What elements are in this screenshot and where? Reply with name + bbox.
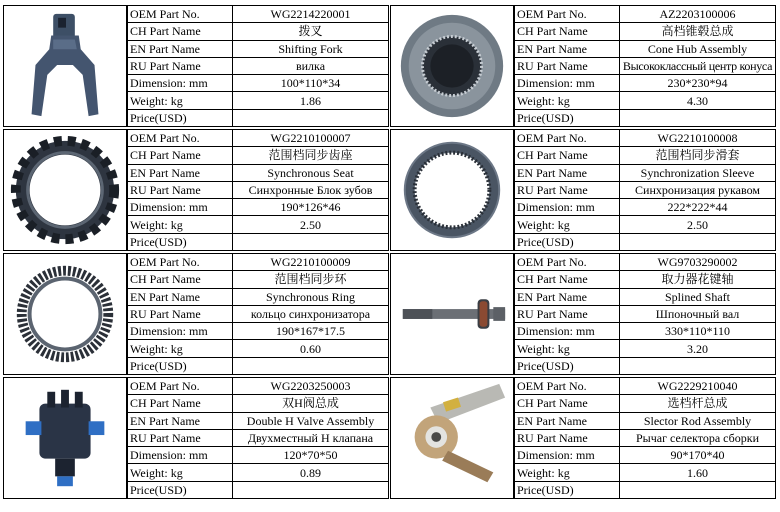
ru-value: кольцо синхронизатора	[233, 305, 389, 322]
ru-label: RU Part Name	[515, 305, 620, 322]
dimension-label: Dimension: mm	[515, 323, 620, 340]
ch-value: 范围档同步环	[233, 271, 389, 288]
ch-value: 选档杆总成	[620, 395, 776, 412]
part-image	[390, 5, 514, 127]
ru-label: RU Part Name	[515, 57, 620, 74]
ru-value: вилка	[233, 57, 389, 74]
en-label: EN Part Name	[128, 164, 233, 181]
en-value: Synchronization Sleeve	[620, 164, 776, 181]
ru-value: Рычаг селектора сборки	[620, 429, 776, 446]
weight-value: 2.50	[233, 216, 389, 233]
part-card	[390, 129, 776, 251]
ru-label: RU Part Name	[515, 181, 620, 198]
dimension-value: 190*167*17.5	[233, 323, 389, 340]
weight-value: 2.50	[620, 216, 776, 233]
dimension-label: Dimension: mm	[515, 447, 620, 464]
oem-value: WG2229210040	[620, 378, 776, 395]
en-label: EN Part Name	[128, 412, 233, 429]
price-label: Price(USD)	[128, 233, 233, 250]
part-card	[3, 5, 389, 127]
en-value: Shifting Fork	[233, 40, 389, 57]
price-value	[620, 109, 776, 126]
dimension-value: 330*110*110	[620, 323, 776, 340]
ch-value: 双H阀总成	[233, 395, 389, 412]
part-spec-table	[514, 253, 776, 375]
dimension-label: Dimension: mm	[515, 75, 620, 92]
part-spec-table	[127, 129, 389, 251]
oem-value: WG2210100007	[233, 130, 389, 147]
oem-value: WG2210100009	[233, 254, 389, 271]
price-value	[233, 357, 389, 374]
part-spec-table	[127, 5, 389, 127]
ru-label: RU Part Name	[128, 305, 233, 322]
en-value: Synchronous Ring	[233, 288, 389, 305]
en-label: EN Part Name	[128, 40, 233, 57]
dimension-label: Dimension: mm	[515, 199, 620, 216]
price-value	[233, 233, 389, 250]
price-label: Price(USD)	[515, 357, 620, 374]
en-label: EN Part Name	[128, 288, 233, 305]
weight-label: Weight: kg	[515, 216, 620, 233]
en-value: Double H Valve Assembly	[233, 412, 389, 429]
oem-label: OEM Part No.	[128, 378, 233, 395]
en-label: EN Part Name	[515, 288, 620, 305]
ch-label: CH Part Name	[515, 395, 620, 412]
ch-label: CH Part Name	[515, 23, 620, 40]
dimension-value: 222*222*44	[620, 199, 776, 216]
ru-label: RU Part Name	[128, 429, 233, 446]
ch-value: 取力器花键轴	[620, 271, 776, 288]
part-image	[390, 253, 514, 375]
weight-label: Weight: kg	[128, 340, 233, 357]
part-card	[3, 377, 389, 499]
dimension-value: 100*110*34	[233, 75, 389, 92]
oem-value: WG9703290002	[620, 254, 776, 271]
weight-value: 1.60	[620, 464, 776, 481]
price-value	[620, 233, 776, 250]
dimension-label: Dimension: mm	[128, 447, 233, 464]
price-label: Price(USD)	[128, 357, 233, 374]
part-card	[390, 377, 776, 499]
ch-label: CH Part Name	[128, 395, 233, 412]
part-spec-table	[127, 377, 389, 499]
ch-label: CH Part Name	[128, 271, 233, 288]
en-value: Cone Hub Assembly	[620, 40, 776, 57]
dimension-label: Dimension: mm	[128, 75, 233, 92]
ru-label: RU Part Name	[515, 429, 620, 446]
ch-label: CH Part Name	[515, 271, 620, 288]
oem-value: WG2214220001	[233, 6, 389, 23]
price-label: Price(USD)	[515, 481, 620, 498]
en-value: Splined Shaft	[620, 288, 776, 305]
oem-label: OEM Part No.	[128, 130, 233, 147]
weight-label: Weight: kg	[515, 92, 620, 109]
part-spec-table	[127, 253, 389, 375]
weight-value: 3.20	[620, 340, 776, 357]
ch-value: 拨叉	[233, 23, 389, 40]
price-value	[233, 481, 389, 498]
dimension-value: 120*70*50	[233, 447, 389, 464]
en-value: Synchronous Seat	[233, 164, 389, 181]
part-card	[390, 5, 776, 127]
weight-value: 0.89	[233, 464, 389, 481]
ru-value: Синхронизация рукавом	[620, 181, 776, 198]
part-card	[3, 253, 389, 375]
weight-value: 4.30	[620, 92, 776, 109]
en-label: EN Part Name	[515, 164, 620, 181]
ru-value: Синхронные Блок зубов	[233, 181, 389, 198]
dimension-value: 90*170*40	[620, 447, 776, 464]
oem-value: WG2203250003	[233, 378, 389, 395]
ru-value: Двухместный Н клапана	[233, 429, 389, 446]
weight-label: Weight: kg	[128, 464, 233, 481]
price-label: Price(USD)	[515, 233, 620, 250]
oem-label: OEM Part No.	[515, 6, 620, 23]
parts-catalog	[3, 5, 776, 500]
ru-label: RU Part Name	[128, 181, 233, 198]
part-image	[390, 377, 514, 499]
weight-value: 0.60	[233, 340, 389, 357]
ch-value: 范围档同步齿座	[233, 147, 389, 164]
part-card	[390, 253, 776, 375]
en-value: Slector Rod Assembly	[620, 412, 776, 429]
ch-value: 高档锥毂总成	[620, 23, 776, 40]
en-label: EN Part Name	[515, 40, 620, 57]
en-label: EN Part Name	[515, 412, 620, 429]
oem-label: OEM Part No.	[515, 254, 620, 271]
oem-value: AZ2203100006	[620, 6, 776, 23]
part-image	[390, 129, 514, 251]
price-value	[233, 109, 389, 126]
oem-label: OEM Part No.	[128, 254, 233, 271]
dimension-label: Dimension: mm	[128, 323, 233, 340]
ru-label: RU Part Name	[128, 57, 233, 74]
ru-value: Высококлассный центр конуса	[620, 57, 776, 74]
part-image	[3, 377, 127, 499]
oem-label: OEM Part No.	[128, 6, 233, 23]
ch-label: CH Part Name	[128, 23, 233, 40]
price-label: Price(USD)	[128, 109, 233, 126]
weight-label: Weight: kg	[515, 464, 620, 481]
weight-label: Weight: kg	[128, 92, 233, 109]
price-label: Price(USD)	[515, 109, 620, 126]
weight-label: Weight: kg	[515, 340, 620, 357]
dimension-label: Dimension: mm	[128, 199, 233, 216]
oem-label: OEM Part No.	[515, 130, 620, 147]
price-label: Price(USD)	[128, 481, 233, 498]
weight-value: 1.86	[233, 92, 389, 109]
weight-label: Weight: kg	[128, 216, 233, 233]
oem-value: WG2210100008	[620, 130, 776, 147]
part-spec-table	[514, 129, 776, 251]
price-value	[620, 357, 776, 374]
oem-label: OEM Part No.	[515, 378, 620, 395]
ch-label: CH Part Name	[128, 147, 233, 164]
part-image	[3, 253, 127, 375]
ch-value: 范围档同步滑套	[620, 147, 776, 164]
dimension-value: 190*126*46	[233, 199, 389, 216]
price-value	[620, 481, 776, 498]
ch-label: CH Part Name	[515, 147, 620, 164]
part-image	[3, 129, 127, 251]
part-spec-table	[514, 377, 776, 499]
ru-value: Шпоночный вал	[620, 305, 776, 322]
part-card	[3, 129, 389, 251]
part-spec-table	[514, 5, 776, 127]
dimension-value: 230*230*94	[620, 75, 776, 92]
part-image	[3, 5, 127, 127]
